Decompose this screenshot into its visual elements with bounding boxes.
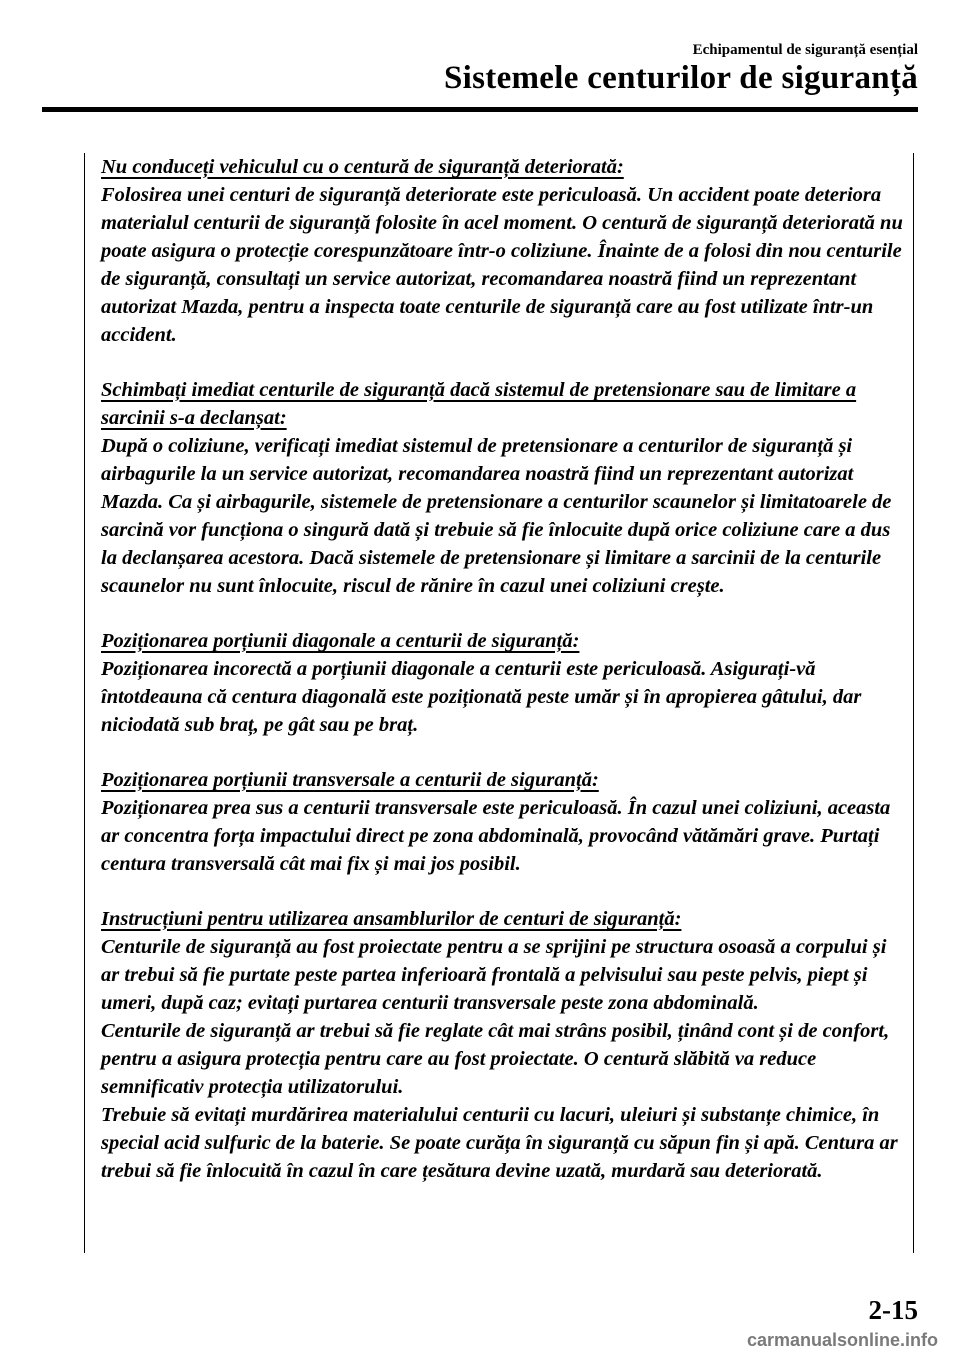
section-paragraph: Centurile de siguranță ar trebui să fie reglate cât mai strâns posibil, ținând cont și de confort, pentru a asigura protecția pentru care au fost proiectate. O centură slăbită va reduce semnificativ protecția utilizatorului. [101,1020,890,1098]
section-heading: Instrucțiuni pentru utilizarea ansamblurilor de centuri de siguranță: [101,908,682,930]
page-number: 2-15 [868,1295,918,1325]
warning-section [101,766,903,878]
warning-section [101,376,903,600]
warning-box [84,153,914,1253]
section-body: Folosirea unei centuri de siguranță deteriorate este periculoasă. Un accident poate deteriora materialul centurii de siguranță folosite în acel moment. O centură de siguranță deteriorată nu poate asigura o protecție corespunzătoare într-o coliziune. Înainte de a folosi din nou centurile de siguranță, consultați un service autorizat, recomandarea noastră fiind un reprezentant autorizat Mazda, pentru a inspecta toate centurile de siguranță care au fost utilizate într-un accident. [101,184,903,346]
section-body: Poziționarea incorectă a porțiunii diagonale a centurii este periculoasă. Asigurați-vă întotdeauna că centura diagonală este poziționată peste umăr și în apropierea gâtului, dar niciodată sub braț, pe gât sau pe braț. [101,658,862,736]
warning-content [101,153,903,1212]
warning-section [101,905,903,1185]
section-heading: Poziționarea porțiunii diagonale a centurii de siguranță: [101,630,580,652]
section-body: Poziționarea prea sus a centurii transversale este periculoasă. În cazul unei coliziuni, aceasta ar concentra forța impactului direct pe zona abdominală, provocând vătămări grave. Purtați centura transversală cât mai fix și mai jos posibil. [101,797,891,875]
header-rule [42,107,918,112]
section-heading: Poziționarea porțiunii transversale a centurii de siguranță: [101,769,599,791]
section-heading: Schimbați imediat centurile de siguranță dacă sistemul de pretensionare sau de limitare a sarcinii s-a declanșat: [101,379,857,429]
section-paragraph: Trebuie să evitați murdărirea materialului centurii cu lacuri, uleiuri și substanțe chimice, în special acid sulfuric de la baterie. Se poate curăța în siguranță cu săpun fin și apă. Centura ar trebui să fie înlocuită în cazul în care țesătura devine uzată, murdară sau deteriorată. [101,1104,898,1182]
warning-section [101,153,903,349]
section-subtitle: Echipamentul de siguranță esențial [692,42,918,58]
section-paragraph: Centurile de siguranță au fost proiectate pentru a se sprijini pe structura osoasă a corpului și ar trebui să fie purtate peste partea inferioară frontală a pelvisului sau peste pelvis, piept și umeri, după caz; evitați purtarea centurii transversale peste zona abdominală. [101,936,887,1014]
section-heading: Nu conduceți vehiculul cu o centură de siguranță deteriorată: [101,156,624,178]
page-title: Sistemele centurilor de siguranță [444,60,918,96]
watermark: carmanualsonline.info [746,1330,938,1350]
section-body: După o coliziune, verificați imediat sistemul de pretensionare a centurilor de siguranță și airbagurile la un service autorizat, recomandarea noastră fiind un reprezentant autorizat Mazda. Ca și airbagurile, sistemele de pretensionare a centurilor scaunelor și limitatoarele de sarcină vor funcționa o singură dată și trebuie să fie înlocuite după orice coliziune care a dus la declanșarea acestora. Dacă sistemele de pretensionare și limitare a sarcinii de la centurile scaunelor nu sunt înlocuite, riscul de rănire în cazul unei coliziuni crește. [101,435,892,597]
warning-section [101,627,903,739]
